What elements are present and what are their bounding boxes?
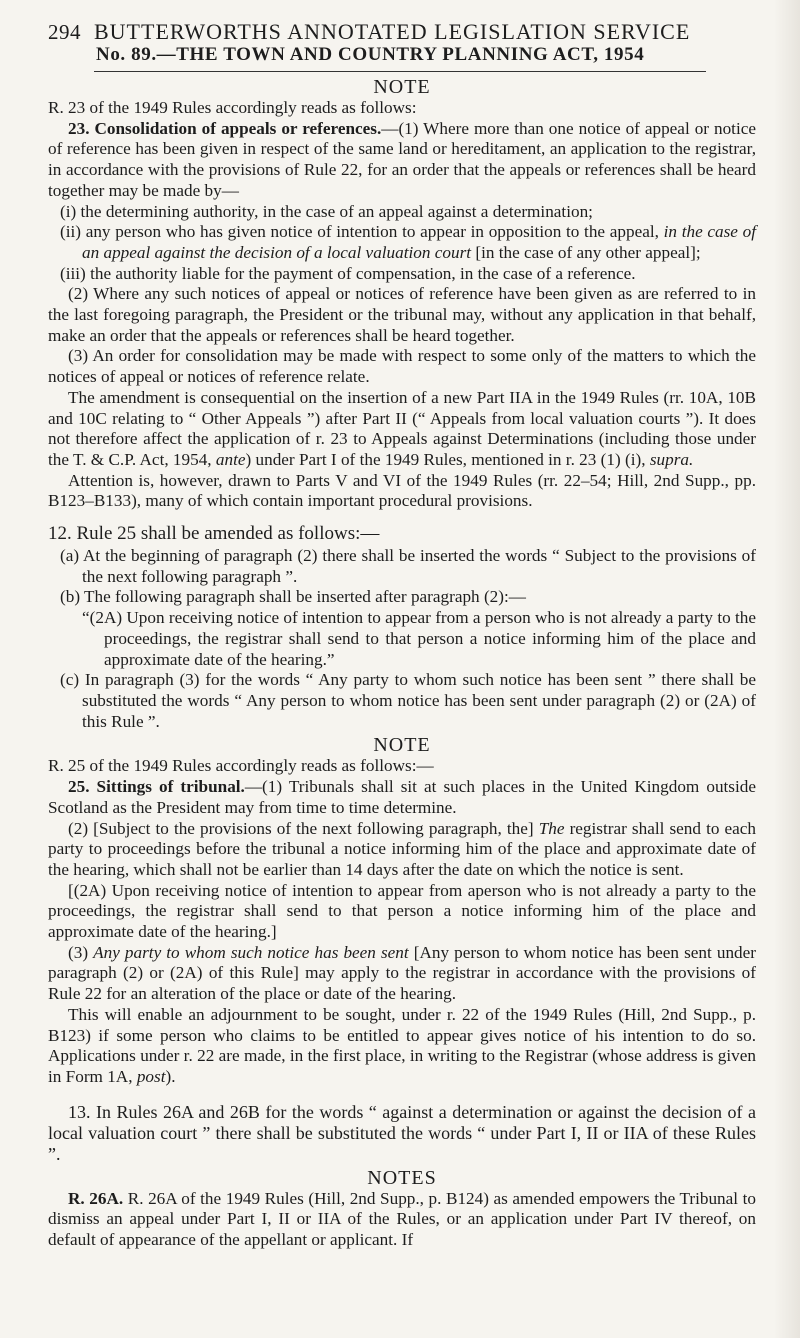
running-header	[48, 20, 756, 44]
notes-heading-3: NOTES	[367, 1166, 437, 1189]
attention-commentary: Attention is, however, drawn to Parts V and VI of the 1949 Rules (rr. 22–54; Hill, 2nd Supp., pp. B123–B133), many of which contain important procedural provisions.	[48, 470, 756, 511]
rule23-para-2: (2) Where any such notices of appeal or notices of reference have been given as are referred to in the last foregoing paragraph, the President or the tribunal may, without any application in that behalf, make an order that the appeals or references shall be heard together.	[48, 284, 756, 345]
section-12-b-quote: “(2A) Upon receiving notice of intention to appear from a person who is not already a party to the proceedings, the registrar shall send to that person a notice informing him of the place and approximate date of the hearing.”	[82, 608, 756, 669]
rule25-para-2a: [(2A) Upon receiving notice of intention to appear from aperson who is not already a party to the proceedings, the registrar shall send to that person a notice informing him of the place and approximate date of the hearing.]	[48, 880, 756, 942]
note1-intro: R. 23 of the 1949 Rules accordingly reads as follows:	[48, 98, 417, 117]
page-edge-shadow	[774, 0, 800, 1338]
note-heading-2: NOTE	[373, 734, 431, 757]
rule23-title: 23. Consolidation of appeals or references.	[68, 118, 382, 138]
header-rule	[94, 71, 706, 72]
adjournment-commentary: This will enable an adjournment to be sought, under r. 22 of the 1949 Rules (Hill, 2nd Supp., p. B123) if some person who claims to be entitled to appear gives notice of his intention to do so. Applications under r. 22 are made, in the first place, in writing to the Registrar (whose address is given in Form 1A, post).	[48, 1004, 756, 1086]
running-title: BUTTERWORTHS ANNOTATED LEGISLATION SERVICE	[94, 19, 691, 44]
rule23-paragraph: 23. Consolidation of appeals or references.—(1) Where more than one notice of appeal or notice of reference has been given in respect of the same land or hereditament, an application to the registrar, in accordance with the provisions of Rule 22, for an order that the appeals or references shall be heard together may be made by—	[48, 118, 756, 200]
rule25-para-3: (3) Any party to whom such notice has been sent [Any person to whom notice has been sent under paragraph (2) or (2A) of this Rule] may apply to the registrar in accordance with the provisions of Rule 22 for an alteration of the place or date of the hearing.	[48, 942, 756, 1004]
rule23-item-iii: (iii) the authority liable for the payment of compensation, in the case of a reference.	[60, 263, 636, 283]
note2-intro: R. 25 of the 1949 Rules accordingly reads as follows:—	[48, 756, 434, 776]
rule23-para-3: (3) An order for consolidation may be made with respect to some only of the matters to which the notices of appeal or notices of reference relate.	[48, 346, 756, 387]
rule25-title: 25. Sittings of tribunal.	[68, 777, 245, 797]
act-subtitle: No. 89.—THE TOWN AND COUNTRY PLANNING ACT, 1954	[96, 44, 645, 65]
rule26a-note: R. 26A. R. 26A of the 1949 Rules (Hill, 2nd Supp., p. B124) as amended empowers the Tribunal to dismiss an appeal under Part I, II or IIA of the Rules, or an application under Part IV thereof, on default of appearance of the appellant or applicant. If	[48, 1188, 756, 1250]
page-number: 294	[48, 20, 81, 44]
rule25-paragraph: 25. Sittings of tribunal.—(1) Tribunals shall sit at such places in the United Kingdom outside Scotland as the President may from time to time determine.	[48, 777, 756, 817]
amendment-commentary: The amendment is consequential on the insertion of a new Part IIA in the 1949 Rules (rr. 10A, 10B and 10C relating to “ Other Appeals ”) after Part II (“ Appeals from local valuation courts ”). It does not therefore affect the application of r. 23 to Appeals against Determinations (including those under the T. & C.P. Act, 1954, ante) under Part I of the 1949 Rules, mentioned in r. 23 (1) (i), supra.	[48, 387, 756, 469]
section-12-b: (b) The following paragraph shall be inserted after paragraph (2):—	[60, 587, 526, 607]
section-12-a: (a) At the beginning of paragraph (2) there shall be inserted the words “ Subject to the provisions of the next following paragraph ”.	[60, 546, 756, 586]
section-12-c: (c) In paragraph (3) for the words “ Any party to whom such notice has been sent ” there shall be substituted the words “ Any person to whom notice has been sent under paragraph (2) or (2A) of this Rule ”.	[60, 670, 756, 731]
rule23-item-ii: (ii) any person who has given notice of intention to appear in opposition to the appeal, in the case of an appeal against the decision of a local valuation court [in the case of any other appeal];	[60, 222, 757, 262]
note-heading-1: NOTE	[373, 76, 431, 98]
rule25-para-2: (2) [Subject to the provisions of the next following paragraph, the] The registrar shall send to each party to proceedings before the tribunal a notice informing him of the place and approximate date of the hearing, which shall not be earlier than 14 days after the date on which the notice is sent.	[48, 818, 757, 879]
rule26a-title: R. 26A.	[68, 1188, 124, 1208]
rule23-item-i: (i) the determining authority, in the case of an appeal against a determination;	[60, 201, 593, 221]
section-13: 13. In Rules 26A and 26B for the words “ against a determination or against the decision of a local valuation court ” there shall be substituted the words “ under Part I, II or IIA of these Rules ”.	[48, 1101, 756, 1164]
section-12-lead: 12. Rule 25 shall be amended as follows:—	[48, 523, 380, 545]
